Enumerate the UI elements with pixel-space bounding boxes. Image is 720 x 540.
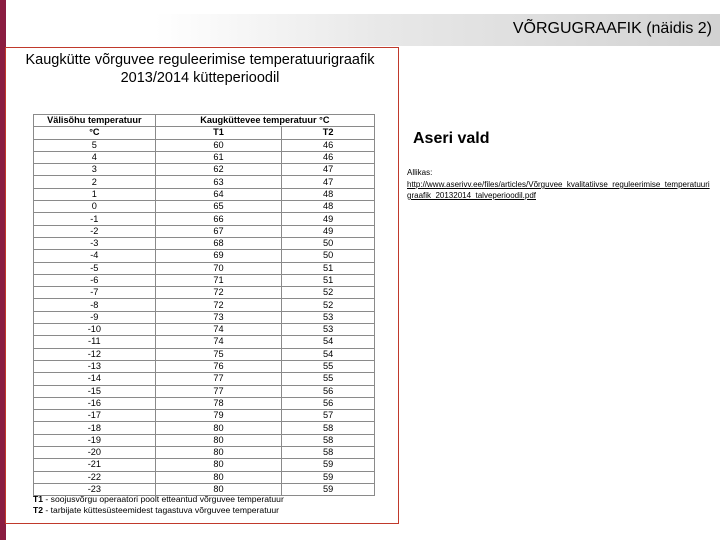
document-heading-line1: Kaugkütte võrguvee reguleerimise temperatuurigraafik	[25, 52, 375, 68]
cell-t2: 58	[282, 422, 375, 434]
table-row	[34, 274, 375, 286]
table-row	[34, 213, 375, 225]
cell-t2: 51	[282, 262, 375, 274]
temperature-schedule-document	[5, 47, 399, 524]
cell-outdoor-temp: -8	[34, 299, 156, 311]
cell-t2: 52	[282, 287, 375, 299]
header-outdoor-temperature: Välisõhu temperatuur	[34, 115, 156, 127]
title-bar	[155, 14, 720, 46]
cell-t2: 54	[282, 348, 375, 360]
cell-outdoor-temp: -16	[34, 397, 156, 409]
cell-t1: 74	[155, 336, 282, 348]
cell-t2: 58	[282, 447, 375, 459]
cell-outdoor-temp: -21	[34, 459, 156, 471]
note-t2	[33, 505, 284, 516]
cell-outdoor-temp: 4	[34, 151, 156, 163]
cell-t2: 50	[282, 237, 375, 249]
cell-outdoor-temp: -4	[34, 250, 156, 262]
table-row	[34, 250, 375, 262]
cell-t1: 60	[155, 139, 282, 151]
cell-outdoor-temp: -9	[34, 311, 156, 323]
table-notes	[33, 494, 284, 516]
cell-t1: 73	[155, 311, 282, 323]
cell-t2: 48	[282, 188, 375, 200]
cell-t1: 76	[155, 360, 282, 372]
cell-t1: 78	[155, 397, 282, 409]
source-link[interactable]: http://www.aserivv.ee/files/articles/Võrguvee_kvalitatiivse_reguleerimise_temperatuurigraafik_20132014_talveperioodil.pdf	[407, 180, 710, 200]
cell-outdoor-temp: -3	[34, 237, 156, 249]
header-t2: T2	[282, 127, 375, 139]
document-heading-line2: 2013/2014 kütteperioodil	[120, 70, 280, 86]
cell-t2: 53	[282, 324, 375, 336]
table-row	[34, 151, 375, 163]
table-row	[34, 348, 375, 360]
table-row	[34, 336, 375, 348]
cell-t2: 56	[282, 397, 375, 409]
cell-outdoor-temp: -19	[34, 434, 156, 446]
cell-outdoor-temp: -6	[34, 274, 156, 286]
table-row	[34, 225, 375, 237]
cell-outdoor-temp: 0	[34, 201, 156, 213]
cell-outdoor-temp: -10	[34, 324, 156, 336]
cell-t1: 63	[155, 176, 282, 188]
cell-t1: 64	[155, 188, 282, 200]
cell-t1: 74	[155, 324, 282, 336]
cell-t1: 66	[155, 213, 282, 225]
cell-t2: 48	[282, 201, 375, 213]
cell-t1: 77	[155, 373, 282, 385]
cell-outdoor-temp: -5	[34, 262, 156, 274]
cell-t1: 72	[155, 299, 282, 311]
cell-outdoor-temp: -1	[34, 213, 156, 225]
cell-t2: 47	[282, 164, 375, 176]
cell-t1: 80	[155, 459, 282, 471]
cell-outdoor-temp: -23	[34, 483, 156, 495]
cell-outdoor-temp: 2	[34, 176, 156, 188]
cell-outdoor-temp: -14	[34, 373, 156, 385]
header-unit: °C	[34, 127, 156, 139]
cell-t2: 51	[282, 274, 375, 286]
table-row	[34, 447, 375, 459]
cell-t2: 46	[282, 151, 375, 163]
cell-t2: 49	[282, 213, 375, 225]
cell-t1: 71	[155, 274, 282, 286]
cell-t1: 80	[155, 483, 282, 495]
table-row	[34, 471, 375, 483]
table-row	[34, 201, 375, 213]
table-row	[34, 373, 375, 385]
table-row	[34, 422, 375, 434]
cell-t2: 47	[282, 176, 375, 188]
table-row	[34, 188, 375, 200]
cell-t1: 62	[155, 164, 282, 176]
cell-t2: 53	[282, 311, 375, 323]
note-t1	[33, 494, 284, 505]
table-body	[34, 139, 375, 496]
table-row	[34, 176, 375, 188]
header-t1: T1	[155, 127, 282, 139]
note-t2-label: T2	[33, 505, 44, 515]
cell-outdoor-temp: 3	[34, 164, 156, 176]
cell-t1: 65	[155, 201, 282, 213]
cell-t2: 52	[282, 299, 375, 311]
table-row	[34, 299, 375, 311]
table-row	[34, 311, 375, 323]
cell-outdoor-temp: -11	[34, 336, 156, 348]
cell-outdoor-temp: -2	[34, 225, 156, 237]
cell-t2: 56	[282, 385, 375, 397]
cell-t2: 55	[282, 360, 375, 372]
cell-outdoor-temp: -7	[34, 287, 156, 299]
cell-t2: 57	[282, 410, 375, 422]
table-row	[34, 410, 375, 422]
cell-outdoor-temp: -12	[34, 348, 156, 360]
header-water-temperature: Kaugküttevee temperatuur °C	[155, 115, 374, 127]
cell-t1: 68	[155, 237, 282, 249]
table-row	[34, 262, 375, 274]
cell-t1: 80	[155, 471, 282, 483]
document-heading	[10, 51, 390, 87]
table-row	[34, 287, 375, 299]
cell-t1: 61	[155, 151, 282, 163]
cell-t2: 54	[282, 336, 375, 348]
cell-t1: 80	[155, 434, 282, 446]
table-row	[34, 139, 375, 151]
cell-outdoor-temp: -18	[34, 422, 156, 434]
table-row	[34, 459, 375, 471]
cell-t2: 55	[282, 373, 375, 385]
slide-title: VÕRGUGRAAFIK (näidis 2)	[512, 20, 712, 37]
table-row	[34, 324, 375, 336]
cell-t1: 72	[155, 287, 282, 299]
cell-t2: 59	[282, 459, 375, 471]
cell-outdoor-temp: -13	[34, 360, 156, 372]
note-t1-text: - soojusvõrgu operaatori poolt etteantud võrguvee temperatuur	[43, 494, 284, 504]
cell-t1: 79	[155, 410, 282, 422]
cell-t2: 59	[282, 483, 375, 495]
cell-t2: 50	[282, 250, 375, 262]
table-row	[34, 360, 375, 372]
cell-t1: 75	[155, 348, 282, 360]
cell-t1: 80	[155, 422, 282, 434]
place-label: Aseri vald	[413, 130, 490, 147]
cell-t1: 70	[155, 262, 282, 274]
table-row	[34, 164, 375, 176]
cell-t1: 69	[155, 250, 282, 262]
table-row	[34, 434, 375, 446]
cell-outdoor-temp: -20	[34, 447, 156, 459]
note-t2-text: - tarbijate küttesüsteemidest tagastuva võrguvee temperatuur	[43, 505, 280, 515]
source-label: Allikas:	[407, 168, 433, 177]
cell-t2: 58	[282, 434, 375, 446]
cell-outdoor-temp: -17	[34, 410, 156, 422]
table-subheader-row	[34, 127, 375, 139]
temperature-table	[33, 114, 375, 496]
cell-outdoor-temp: 5	[34, 139, 156, 151]
cell-t2: 46	[282, 139, 375, 151]
cell-outdoor-temp: -22	[34, 471, 156, 483]
table-header-row	[34, 115, 375, 127]
cell-t2: 59	[282, 471, 375, 483]
cell-t1: 80	[155, 447, 282, 459]
table-row	[34, 385, 375, 397]
cell-t2: 49	[282, 225, 375, 237]
cell-outdoor-temp: 1	[34, 188, 156, 200]
table-row	[34, 397, 375, 409]
cell-t1: 77	[155, 385, 282, 397]
cell-t1: 67	[155, 225, 282, 237]
table-row	[34, 237, 375, 249]
note-t1-label: T1	[33, 494, 44, 504]
cell-outdoor-temp: -15	[34, 385, 156, 397]
